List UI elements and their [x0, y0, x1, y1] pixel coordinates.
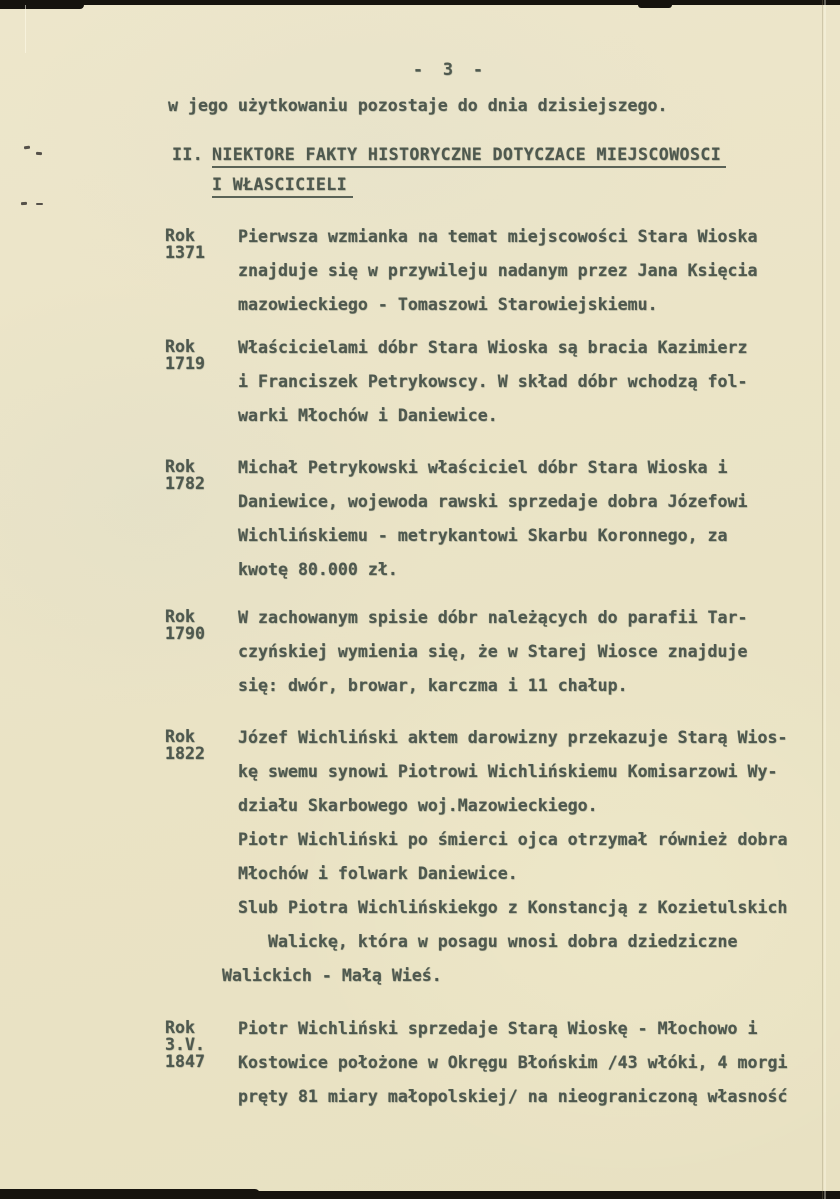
text-line: Michał Petrykowski właściciel dóbr Stara Wioska i — [238, 458, 728, 477]
text-line: Właścicielami dóbr Stara Wioska są bracia Kazimierz — [238, 338, 748, 357]
text-line: Młochów i folwark Daniewice. — [238, 864, 518, 883]
text-line: Walickich - Małą Wieś. — [222, 966, 442, 985]
text-line: kę swemu synowi Piotrowi Wichlińskiemu Komisarzowi Wy- — [238, 762, 778, 781]
entry-year-column — [165, 1012, 205, 1070]
scan-edge-top-left — [0, 0, 84, 9]
year-value: 1822 — [165, 744, 205, 763]
paper-crease-top-left — [25, 5, 26, 53]
ink-speck — [36, 152, 42, 156]
text-line: warki Młochów i Daniewice. — [238, 406, 498, 425]
text-line: kwotę 80.000 zł. — [238, 560, 398, 579]
text-line: mazowieckiego - Tomaszowi Starowiejskiemu. — [238, 295, 658, 314]
section-title-line1: NIEKTORE FAKTY HISTORYCZNE DOTYCZACE MIEJSCOWOSCI — [212, 145, 726, 168]
section-title-line2: I WŁASCICIELI — [212, 175, 353, 198]
page-number: - 3 - — [413, 60, 483, 79]
scan-edge-top — [0, 0, 840, 5]
text-line: działu Skarbowego woj.Mazowieckiego. — [238, 796, 598, 815]
text-line: znajduje się w przywileju nadanym przez Jana Księcia — [238, 261, 758, 280]
year-date: 3.V. — [165, 1035, 205, 1054]
scan-edge-bottom-left — [0, 1189, 260, 1199]
scan-edge-top-notch — [638, 0, 672, 8]
entry-year-column — [165, 220, 205, 261]
year-value: 1719 — [165, 354, 205, 373]
section-numeral: II. — [172, 145, 204, 164]
year-value: 1371 — [165, 243, 205, 262]
entry-year-column — [165, 451, 205, 492]
entry-year-column — [165, 331, 205, 372]
text-line: Walickę, która w posagu wnosi dobra dziedziczne — [238, 932, 738, 951]
ink-speck — [21, 202, 27, 205]
text-line: Józef Wichliński aktem darowizny przekazuje Starą Wios- — [238, 728, 788, 747]
year-value: 1790 — [165, 624, 205, 643]
year-label: Rok — [165, 607, 195, 626]
text-line: Daniewice, wojewoda rawski sprzedaje dobra Józefowi — [238, 492, 748, 511]
text-line: Slub Piotra Wichlińskiekgo z Konstancją z Kozietulskich — [238, 898, 788, 917]
intro-text-line: w jego użytkowaniu pozostaje do dnia dzisiejszego. — [168, 96, 668, 115]
year-label: Rok — [165, 226, 195, 245]
text-line: Pierwsza wzmianka na temat miejscowości Stara Wioska — [238, 227, 758, 246]
text-line: Piotr Wichliński sprzedaje Starą Wioskę - Młochowo i — [238, 1019, 758, 1038]
text-line: W zachowanym spisie dóbr należących do parafii Tar- — [238, 608, 748, 627]
text-line: Kostowice położone w Okręgu Błońskim /43 włóki, 4 morgi — [238, 1053, 788, 1072]
year-label: Rok — [165, 457, 195, 476]
ink-speck — [36, 203, 43, 205]
year-label: Rok — [165, 1018, 195, 1037]
text-line: Wichlińskiemu - metrykantowi Skarbu Koronnego, za — [238, 526, 728, 545]
text-line: Piotr Wichliński po śmierci ojca otrzymał również dobra — [238, 830, 788, 849]
paper-crease-right — [822, 0, 823, 1199]
entry-body — [238, 331, 748, 433]
entry-body — [238, 601, 748, 703]
text-line: pręty 81 miary małopolskiej/ na nieograniczoną własność — [238, 1087, 788, 1106]
entry-year-column — [165, 721, 205, 762]
text-line: się: dwór, browar, karczma i 11 chałup. — [238, 676, 628, 695]
entry-year-column — [165, 601, 205, 642]
entry-body — [238, 220, 758, 322]
entry-body — [222, 721, 788, 993]
text-line: czyńskiej wymienia się, że w Starej Wiosce znajduje — [238, 642, 748, 661]
text-line: i Franciszek Petrykowscy. W skład dóbr wchodzą fol- — [238, 372, 748, 391]
entry-body — [238, 451, 748, 587]
year-label: Rok — [165, 727, 195, 746]
entry-body — [238, 1012, 787, 1114]
paper-crease-right-highlight — [824, 0, 826, 1199]
year-label: Rok — [165, 337, 195, 356]
ink-speck — [24, 146, 30, 150]
year-value: 1847 — [165, 1052, 205, 1071]
year-value: 1782 — [165, 474, 205, 493]
